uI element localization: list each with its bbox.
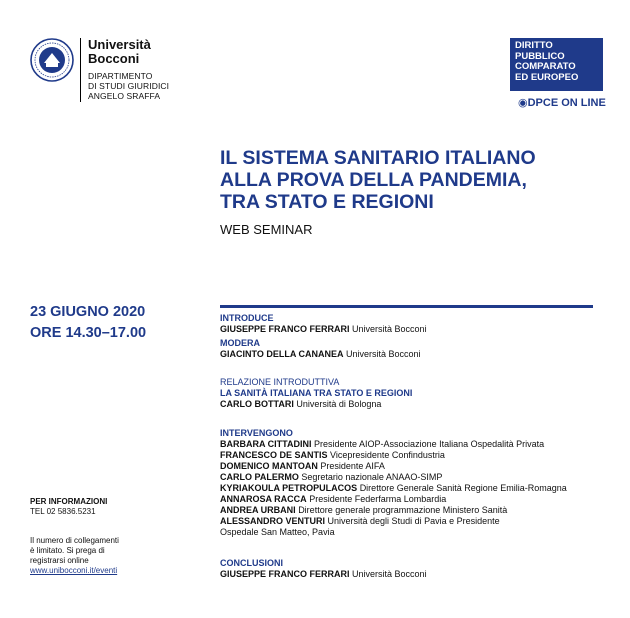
department-name bbox=[88, 71, 169, 101]
introduce-speaker bbox=[220, 324, 427, 335]
modera-name: GIACINTO DELLA CANANEA bbox=[220, 349, 344, 359]
speaker-role: Vicepresidente Confindustria bbox=[330, 450, 445, 460]
modera-label: MODERA bbox=[220, 338, 260, 348]
speaker-name: CARLO PALERMO bbox=[220, 472, 299, 482]
conclusioni-name: GIUSEPPE FRANCO FERRARI bbox=[220, 569, 350, 579]
event-date bbox=[30, 302, 146, 344]
journal-line3: COMPARATO bbox=[515, 61, 576, 72]
speaker-name: ALESSANDRO VENTURI bbox=[220, 516, 326, 526]
relazione-affiliation: Università di Bologna bbox=[296, 399, 382, 409]
university-name-line2: Bocconi bbox=[88, 51, 140, 66]
university-name-line1: Università bbox=[88, 37, 151, 52]
speaker-name: KYRIAKOULA PETROPULACOS bbox=[220, 483, 358, 493]
list-item bbox=[220, 483, 567, 494]
note-line1: Il numero di collegamenti bbox=[30, 536, 119, 545]
program-divider bbox=[220, 305, 593, 308]
speaker-role: Direttore generale programmazione Ministero Sanità bbox=[298, 505, 508, 515]
speaker-name: ANNAROSA RACCA bbox=[220, 494, 307, 504]
title-line2: ALLA PROVA DELLA PANDEMIA, bbox=[220, 169, 527, 191]
modera-affiliation: Università Bocconi bbox=[346, 349, 421, 359]
relazione-label: RELAZIONE INTRODUTTIVA bbox=[220, 377, 340, 387]
department-line3: ANGELO SRAFFA bbox=[88, 91, 161, 101]
journal-line1: DIRITTO bbox=[515, 40, 553, 51]
list-item bbox=[220, 461, 567, 472]
list-item bbox=[220, 450, 567, 461]
title-line1: IL SISTEMA SANITARIO ITALIANO bbox=[220, 147, 536, 169]
introduce-name: GIUSEPPE FRANCO FERRARI bbox=[220, 324, 350, 334]
intervengono-label: INTERVENGONO bbox=[220, 428, 293, 438]
conclusioni-label: CONCLUSIONI bbox=[220, 558, 283, 568]
conclusioni-affiliation: Università Bocconi bbox=[352, 569, 427, 579]
list-item bbox=[220, 494, 567, 505]
dpce-online-logo bbox=[518, 96, 606, 109]
list-item bbox=[220, 472, 567, 483]
relazione-topic: LA SANITÀ ITALIANA TRA STATO E REGIONI bbox=[220, 388, 413, 398]
dpce-online-icon: ◉ bbox=[518, 97, 528, 109]
list-item bbox=[220, 505, 567, 516]
header-divider bbox=[80, 38, 81, 102]
speaker-name: ANDREA URBANI bbox=[220, 505, 296, 515]
relazione-name: CARLO BOTTARI bbox=[220, 399, 294, 409]
speaker-name: DOMENICO MANTOAN bbox=[220, 461, 318, 471]
speaker-name: FRANCESCO DE SANTIS bbox=[220, 450, 328, 460]
speaker-role: Direttore Generale Sanità Regione Emilia-Romagna bbox=[359, 483, 567, 493]
journal-line2: PUBBLICO bbox=[515, 50, 565, 62]
dpce-logo-text bbox=[515, 41, 578, 83]
speaker-role: Segretario nazionale ANAAO-SIMP bbox=[301, 472, 443, 482]
modera-speaker bbox=[220, 349, 421, 360]
registration-note bbox=[30, 536, 119, 576]
event-time: ORE 14.30–17.00 bbox=[30, 325, 147, 341]
speaker-role: Università degli Studi di Pavia e Presidente bbox=[327, 516, 500, 526]
note-line2: è limitato. Si prega di bbox=[30, 546, 105, 555]
events-link[interactable]: www.unibocconi.it/eventi bbox=[30, 566, 118, 575]
info-label: PER INFORMAZIONI bbox=[30, 497, 108, 506]
journal-line4: ED EUROPEO bbox=[515, 71, 579, 83]
speaker-role-continuation: Ospedale San Matteo, Pavia bbox=[220, 527, 335, 537]
bocconi-seal-logo bbox=[30, 38, 74, 82]
department-line1: DIPARTIMENTO bbox=[88, 71, 153, 81]
introduce-label: INTRODUCE bbox=[220, 313, 274, 323]
page-title bbox=[220, 147, 536, 213]
introduce-affiliation: Università Bocconi bbox=[352, 324, 427, 334]
list-item bbox=[220, 439, 567, 450]
speaker-role: Presidente AIFA bbox=[320, 461, 385, 471]
speaker-name: BARBARA CITTADINI bbox=[220, 439, 312, 449]
speaker-list bbox=[220, 439, 567, 538]
department-line2: DI STUDI GIURIDICI bbox=[88, 81, 170, 91]
speaker-role: Presidente Federfarma Lombardia bbox=[309, 494, 447, 504]
relazione-speaker bbox=[220, 399, 381, 410]
speaker-role: Presidente AIOP-Associazione Italiana Ospedalità Privata bbox=[314, 439, 545, 449]
event-day: 23 GIUGNO 2020 bbox=[30, 304, 146, 320]
conclusioni-speaker bbox=[220, 569, 427, 580]
title-line3: TRA STATO E REGIONI bbox=[220, 191, 434, 213]
info-phone: TEL 02 5836.5231 bbox=[30, 507, 96, 516]
subtitle: WEB SEMINAR bbox=[220, 222, 313, 237]
list-item bbox=[220, 516, 567, 527]
note-line3: registrarsi online bbox=[30, 556, 89, 565]
info-block bbox=[30, 497, 107, 517]
dpce-online-text: DPCE ON LINE bbox=[527, 97, 606, 109]
university-name bbox=[88, 38, 151, 66]
